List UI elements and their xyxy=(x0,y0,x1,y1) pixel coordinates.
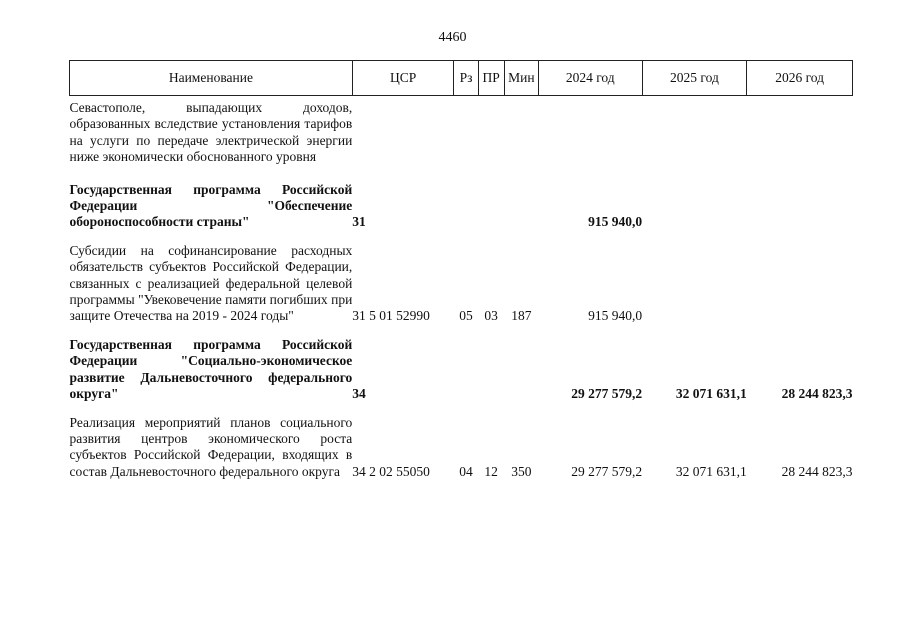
row-name: Государственная программа Российской Федерации "Социально-экономическое развитие Дальневосточного федерального округа" xyxy=(69,336,353,402)
row-rz xyxy=(454,96,478,166)
table-row xyxy=(70,166,853,231)
row-min xyxy=(504,96,538,166)
row-pr xyxy=(478,166,504,231)
row-min: 350 xyxy=(511,463,532,479)
row-2024: 29 277 579,2 xyxy=(571,463,643,479)
row-pr: 12 xyxy=(484,463,498,479)
row-min xyxy=(504,325,538,403)
row-name: Севастополе, выпадающих доходов, образованных вследствие установления тарифов на услуги по передаче электрической энергии ниже экономически обоснованного уровня xyxy=(69,100,353,165)
row-pr xyxy=(478,325,504,403)
header-2026: 2026 год xyxy=(747,61,853,96)
row-2026 xyxy=(747,231,853,325)
table-row xyxy=(70,231,853,325)
table-row xyxy=(70,325,853,403)
header-2024: 2024 год xyxy=(538,61,642,96)
row-2024: 915 940,0 xyxy=(588,308,643,324)
header-rz: Рз xyxy=(454,61,478,96)
row-csr: 34 2 02 55050 xyxy=(352,463,430,479)
row-pr: 03 xyxy=(484,308,498,324)
header-2025: 2025 год xyxy=(642,61,747,96)
row-name: Субсидии на софинансирование расходных обязательств субъектов Российской Федерации, связанных с реализацией федеральной целевой программы "Увековечение памяти погибших при защите Отечества на 2019 - 2024 годы" xyxy=(69,242,353,324)
row-min xyxy=(504,166,538,231)
row-2025 xyxy=(642,231,747,325)
table-row xyxy=(70,403,853,481)
header-pr: ПР xyxy=(478,61,504,96)
row-csr: 34 xyxy=(352,386,366,402)
row-rz: 04 xyxy=(459,463,473,479)
row-name: Государственная программа Российской Федерации "Обеспечение обороноспособности страны" xyxy=(69,181,353,230)
page-number: 4460 xyxy=(438,30,467,45)
header-csr: ЦСР xyxy=(352,61,454,96)
row-name: Реализация мероприятий планов социального развития центров экономического роста субъектов Российской Федерации, входящих в состав Дальневосточного федерального округа xyxy=(69,414,353,479)
row-2024: 915 940,0 xyxy=(588,214,643,230)
row-2025 xyxy=(642,166,747,231)
row-2026 xyxy=(747,166,853,231)
row-2026: 28 244 823,3 xyxy=(781,463,853,479)
table-row xyxy=(70,96,853,166)
row-rz xyxy=(454,166,478,231)
row-rz: 05 xyxy=(459,308,473,324)
row-2026 xyxy=(747,96,853,166)
row-csr xyxy=(352,96,454,166)
budget-table xyxy=(69,60,853,480)
header-name: Наименование xyxy=(70,61,353,96)
row-min: 187 xyxy=(511,308,532,324)
row-2025 xyxy=(642,96,747,166)
row-csr: 31 5 01 52990 xyxy=(352,308,430,324)
row-pr xyxy=(478,96,504,166)
row-2025: 32 071 631,1 xyxy=(675,386,747,402)
header-min: Мин xyxy=(504,61,538,96)
row-2026: 28 244 823,3 xyxy=(781,386,853,402)
row-csr: 31 xyxy=(352,214,366,230)
row-2024 xyxy=(538,96,642,166)
row-2024: 29 277 579,2 xyxy=(571,386,643,402)
row-2025: 32 071 631,1 xyxy=(675,463,747,479)
row-rz xyxy=(454,325,478,403)
table-header xyxy=(70,61,853,96)
